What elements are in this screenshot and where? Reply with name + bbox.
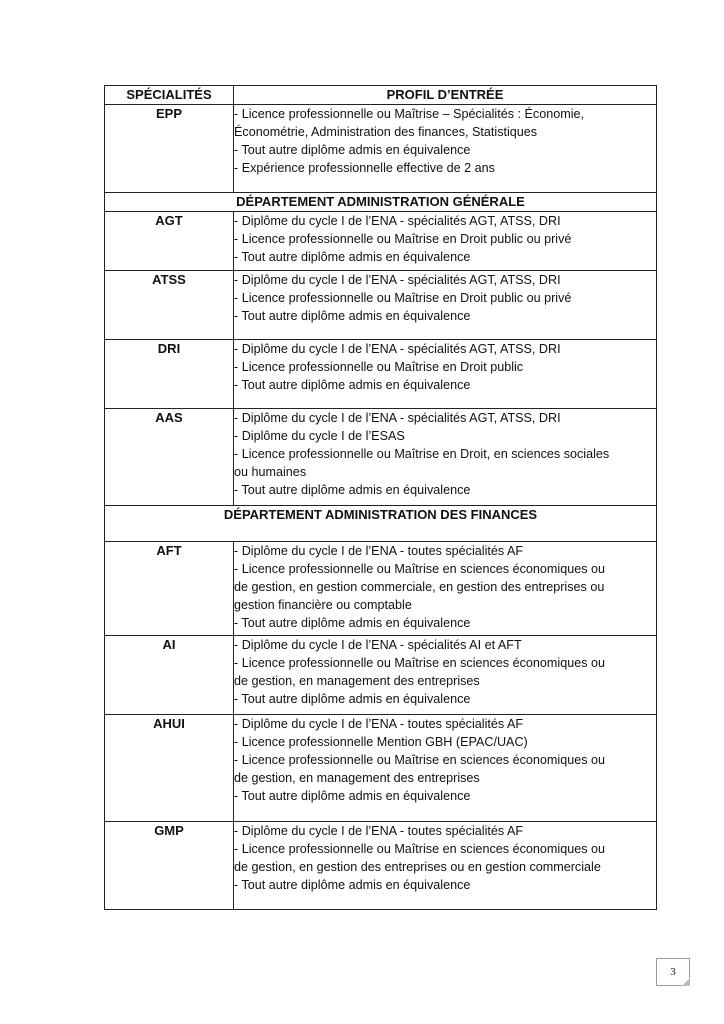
page-curl-icon (682, 978, 690, 986)
profile-line: - Diplôme du cycle I de l’ENA - toutes spécialités AF (234, 824, 524, 838)
profile-line: - Diplôme du cycle I de l’ENA - toutes spécialités AF (234, 717, 524, 731)
specialty-code: AHUI (105, 715, 234, 822)
table-row-agt (105, 212, 657, 271)
profile-line: - Tout autre diplôme admis en équivalence (234, 378, 471, 392)
entry-profile (234, 636, 657, 715)
profile-line: - Diplôme du cycle I de l’ESAS (234, 429, 405, 443)
header-profil-entree: PROFIL D’ENTRÉE (234, 86, 657, 105)
department-heading-administration-generale: DÉPARTEMENT ADMINISTRATION GÉNÉRALE (105, 193, 657, 212)
header-specialites: SPÉCIALITÉS (105, 86, 234, 105)
specialty-code: GMP (105, 822, 234, 910)
profile-line: - Tout autre diplôme admis en équivalence (234, 143, 471, 157)
profile-line: - Licence professionnelle ou Maîtrise – Spécialités : Économie, (234, 107, 585, 121)
table-row-atss (105, 271, 657, 340)
profile-line: - Licence professionnelle ou Maîtrise en Droit public (234, 360, 524, 374)
profile-line: - Licence professionnelle ou Maîtrise en sciences économiques ou (234, 656, 606, 670)
page-number-box (656, 958, 690, 986)
entry-profile (234, 340, 657, 409)
profile-line: ou humaines (234, 465, 307, 479)
entry-profile (234, 542, 657, 636)
profile-line: - Diplôme du cycle I de l’ENA - toutes spécialités AF (234, 544, 524, 558)
admission-profile-table (104, 85, 657, 910)
table-row-ahui (105, 715, 657, 822)
department-row (105, 193, 657, 212)
specialty-code: AFT (105, 542, 234, 636)
entry-profile (234, 105, 657, 193)
entry-profile (234, 212, 657, 271)
department-row (105, 506, 657, 542)
table-row-ai (105, 636, 657, 715)
table-row-aas (105, 409, 657, 506)
profile-line: - Tout autre diplôme admis en équivalence (234, 250, 471, 264)
profile-line: - Licence professionnelle ou Maîtrise en sciences économiques ou (234, 842, 606, 856)
table-row-epp (105, 105, 657, 193)
specialty-code: AGT (105, 212, 234, 271)
profile-line: de gestion, en gestion commerciale, en gestion des entreprises ou (234, 580, 605, 594)
profile-line: - Diplôme du cycle I de l’ENA - spécialités AI et AFT (234, 638, 522, 652)
profile-line: - Expérience professionnelle effective de 2 ans (234, 161, 495, 175)
profile-line: - Diplôme du cycle I de l’ENA - spécialités AGT, ATSS, DRI (234, 273, 561, 287)
specialty-code: ATSS (105, 271, 234, 340)
table-row-gmp (105, 822, 657, 910)
specialty-code: AI (105, 636, 234, 715)
profile-line: - Diplôme du cycle I de l’ENA - spécialités AGT, ATSS, DRI (234, 411, 561, 425)
department-heading-administration-des-finances: DÉPARTEMENT ADMINISTRATION DES FINANCES (105, 506, 657, 542)
profile-line: - Tout autre diplôme admis en équivalence (234, 483, 471, 497)
profile-line: gestion financière ou comptable (234, 598, 412, 612)
profile-line: - Licence professionnelle ou Maîtrise en sciences économiques ou (234, 562, 606, 576)
profile-line: - Licence professionnelle ou Maîtrise en sciences économiques ou (234, 753, 606, 767)
table-row-aft (105, 542, 657, 636)
profile-line: Économétrie, Administration des finances, Statistiques (234, 125, 538, 139)
profile-line: de gestion, en management des entreprises (234, 674, 480, 688)
profile-line: - Tout autre diplôme admis en équivalence (234, 692, 471, 706)
page-number: 3 (670, 966, 676, 978)
profile-line: - Tout autre diplôme admis en équivalence (234, 878, 471, 892)
profile-line: - Diplôme du cycle I de l’ENA - spécialités AGT, ATSS, DRI (234, 214, 561, 228)
specialty-code: DRI (105, 340, 234, 409)
specialty-code: EPP (105, 105, 234, 193)
entry-profile (234, 715, 657, 822)
profile-line: - Licence professionnelle ou Maîtrise en Droit public ou privé (234, 291, 572, 305)
specialty-code: AAS (105, 409, 234, 506)
profile-line: - Licence professionnelle ou Maîtrise en Droit, en sciences sociales (234, 447, 610, 461)
profile-line: - Licence professionnelle Mention GBH (EPAC/UAC) (234, 735, 528, 749)
entry-profile (234, 271, 657, 340)
profile-line: - Tout autre diplôme admis en équivalence (234, 309, 471, 323)
profile-line: de gestion, en management des entreprises (234, 771, 480, 785)
profile-line: - Tout autre diplôme admis en équivalence (234, 616, 471, 630)
table-header-row (105, 86, 657, 105)
profile-line: de gestion, en gestion des entreprises ou en gestion commerciale (234, 860, 601, 874)
profile-line: - Diplôme du cycle I de l’ENA - spécialités AGT, ATSS, DRI (234, 342, 561, 356)
entry-profile (234, 822, 657, 910)
entry-profile (234, 409, 657, 506)
table-row-dri (105, 340, 657, 409)
profile-line: - Tout autre diplôme admis en équivalence (234, 789, 471, 803)
profile-line: - Licence professionnelle ou Maîtrise en Droit public ou privé (234, 232, 572, 246)
